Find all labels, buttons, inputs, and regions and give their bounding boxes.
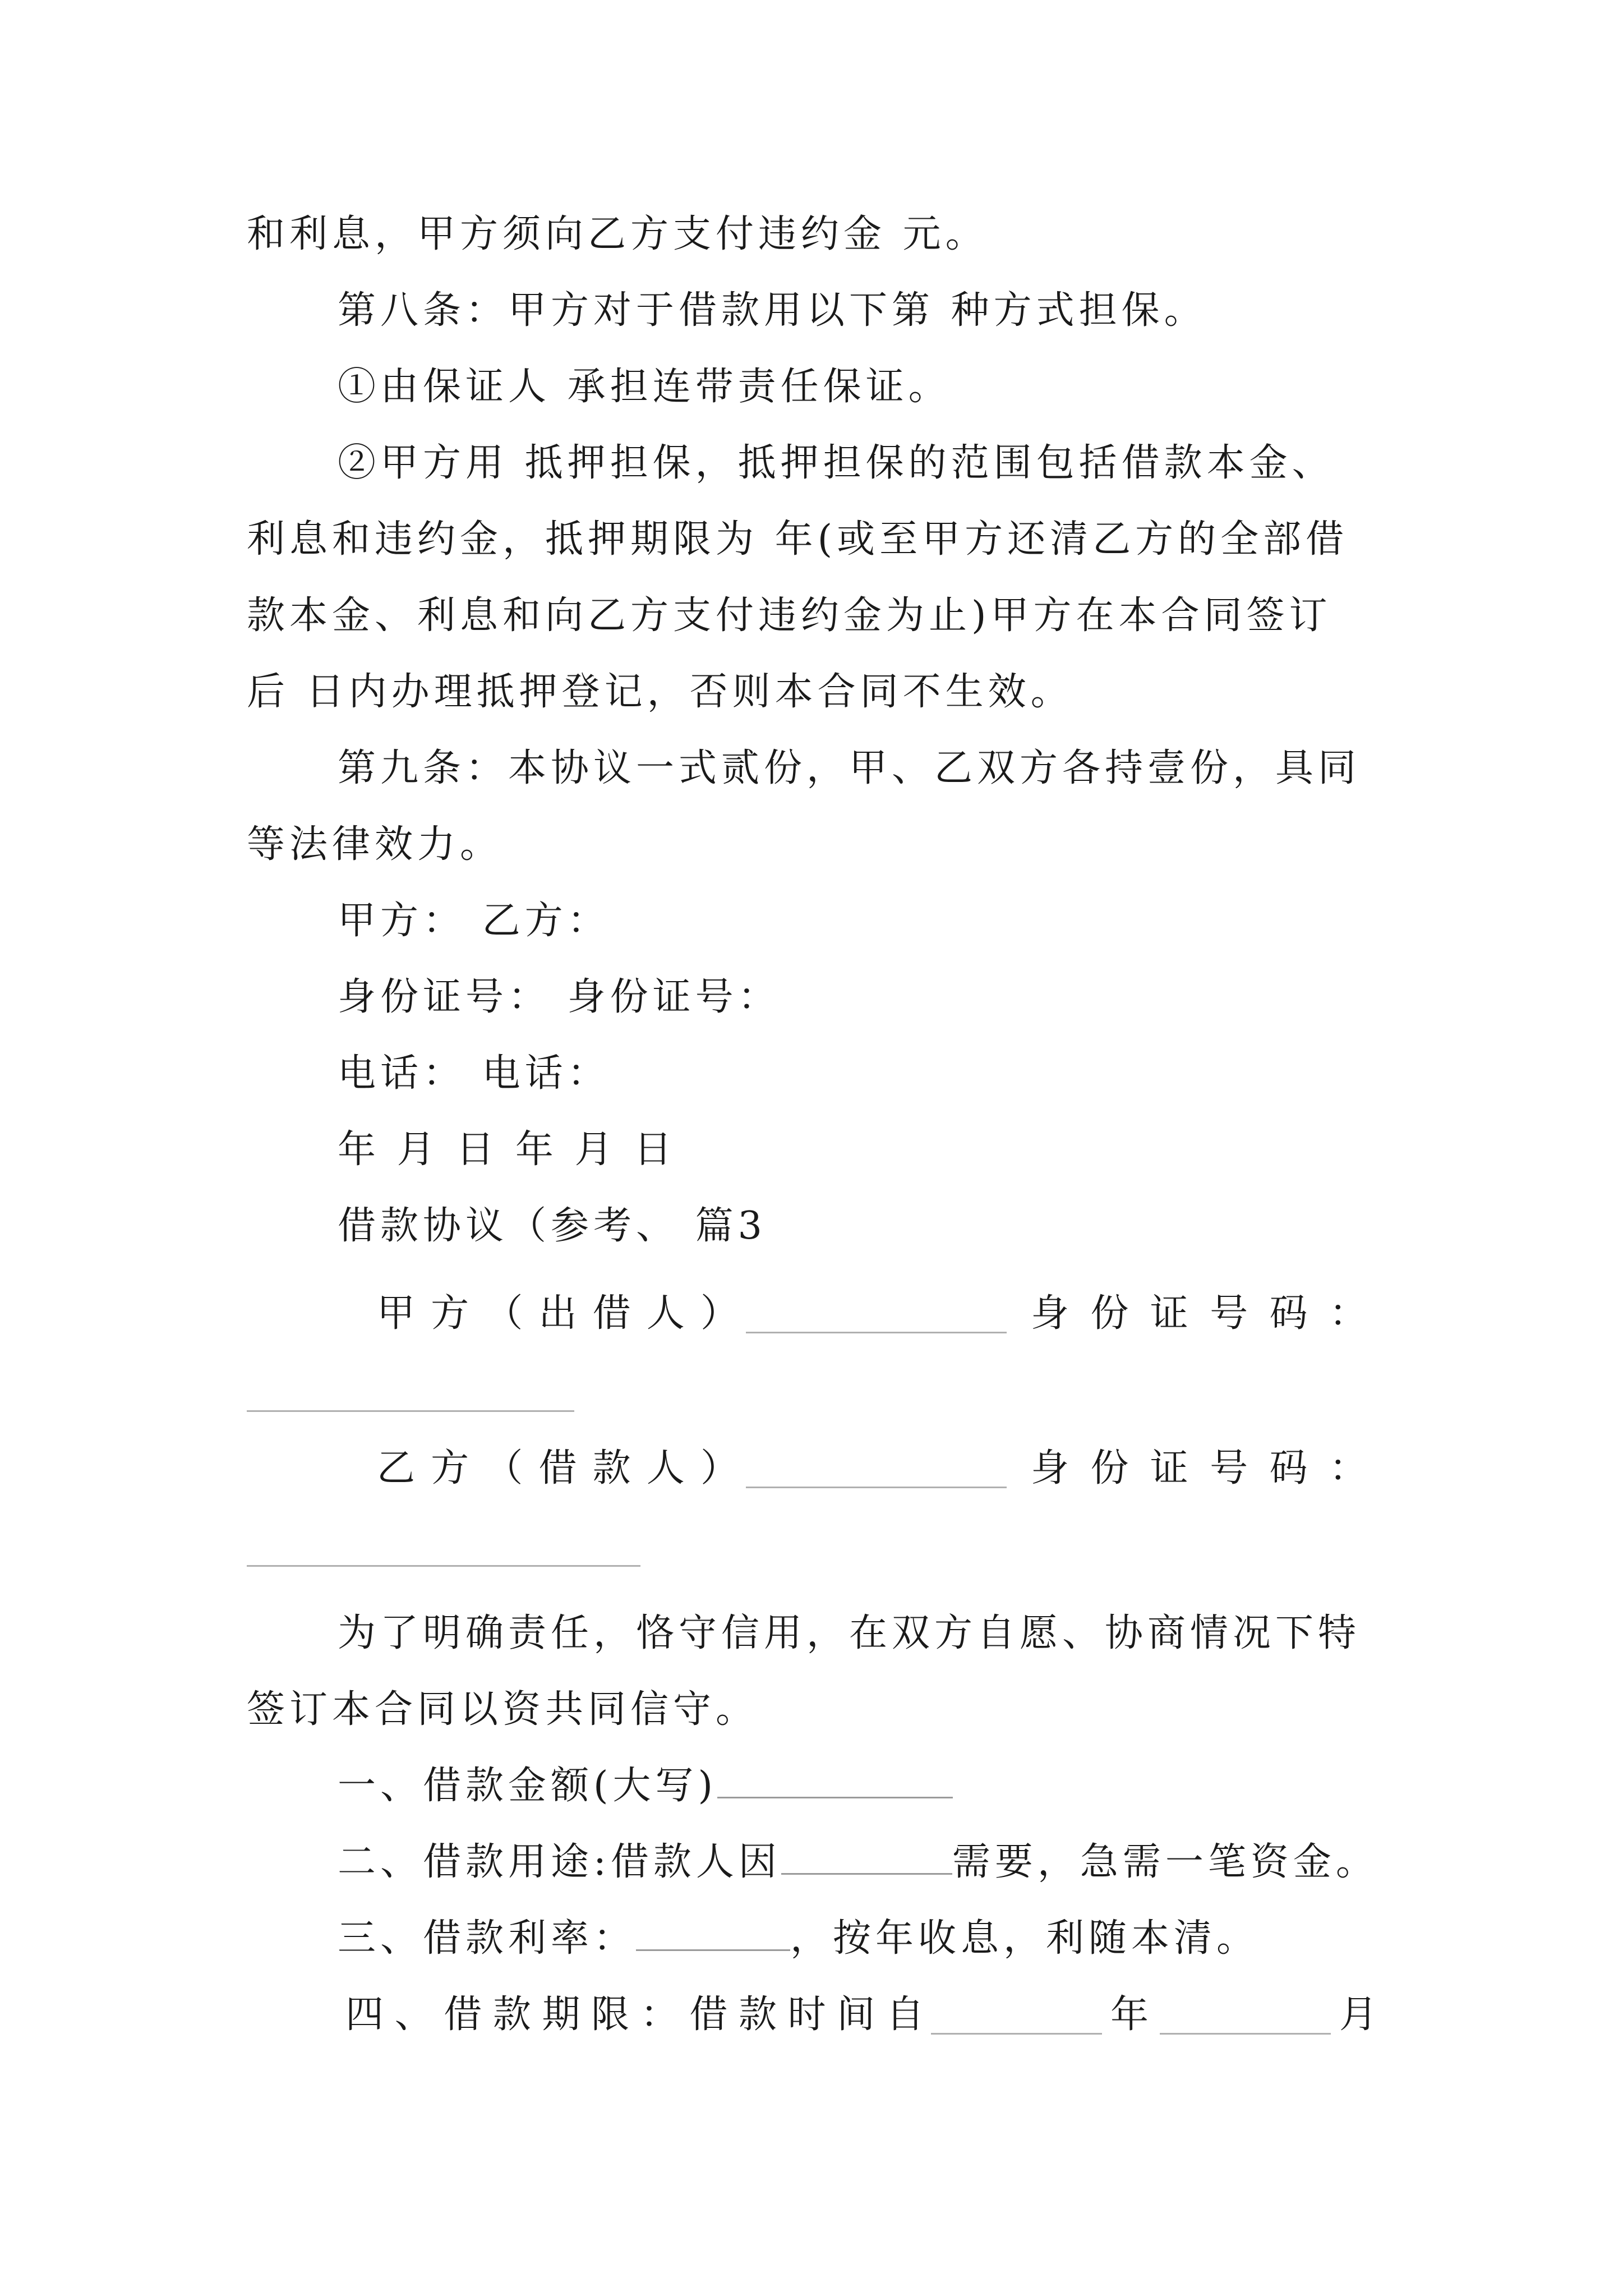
guarantee-option-1: ①由保证人 承担连带责任保证。	[338, 365, 951, 409]
text-line: 后 日内办理抵押登记，否则本合同不生效。	[247, 670, 1073, 714]
text-line: 和利息，甲方须向乙方支付违约金 元。	[247, 212, 988, 256]
loan-term-month-unit: 月	[1339, 1993, 1378, 2037]
signature-parties: 甲方： 乙方：	[338, 899, 610, 943]
interest-rate-blank	[636, 1917, 790, 1951]
loan-purpose-clause: 二、借款用途:借款人因 需要，急需一笔资金。	[338, 1840, 1378, 1884]
loan-term-label: 四 、 借 款 期 限 ： 借 款 时 间 自	[345, 1993, 924, 2037]
loan-purpose-blank	[781, 1841, 952, 1875]
party-b-id-blank	[247, 1565, 640, 1567]
text-line: 利息和违约金，抵押期限为 年(或至甲方还清乙方的全部借	[247, 517, 1349, 562]
interest-rate-clause: 三、借款利率： ，按年收息，利随本清。	[338, 1916, 1260, 1961]
article-8: 第八条：甲方对于借款用以下第 种方式担保。	[338, 288, 1207, 333]
party-b-id-label: 身 份 证 号 码 ：	[1031, 1446, 1367, 1490]
party-b-label: 乙 方 （ 借 款 人 ）	[377, 1446, 739, 1490]
text-line: 款本金、利息和向乙方支付违约金为止)甲方在本合同签订	[247, 593, 1332, 638]
party-b-name-blank	[746, 1487, 1007, 1488]
intro-text: 为了明确责任，恪守信用，在双方自愿、协商情况下特	[338, 1611, 1361, 1655]
text-line: 等法律效力。	[247, 822, 503, 867]
party-a-id-label: 身 份 证 号 码 ：	[1031, 1291, 1367, 1336]
party-a-name-blank	[746, 1332, 1007, 1333]
signature-id-numbers: 身份证号： 身份证号：	[338, 975, 781, 1019]
party-a-id-blank	[247, 1410, 574, 1412]
loan-term-month-blank	[1160, 2033, 1331, 2035]
intro-text: 签订本合同以资共同信守。	[247, 1687, 759, 1732]
loan-term-year-unit: 年	[1110, 1993, 1149, 2037]
guarantee-option-2: ②甲方用 抵押担保，抵押担保的范围包括借款本金、	[338, 441, 1335, 485]
section-heading: 借款协议（参考、 篇3	[338, 1204, 767, 1248]
loan-amount-blank	[717, 1764, 953, 1798]
loan-amount-clause: 一、借款金额(大写)	[338, 1764, 953, 1809]
signature-dates: 年 月 日 年 月 日	[338, 1128, 677, 1172]
signature-phones: 电话： 电话：	[338, 1051, 610, 1096]
loan-term-year-blank	[931, 2033, 1102, 2035]
article-9: 第九条：本协议一式贰份，甲、乙双方各持壹份，具同	[338, 746, 1361, 790]
party-a-label: 甲 方 （ 出 借 人 ）	[377, 1291, 739, 1336]
